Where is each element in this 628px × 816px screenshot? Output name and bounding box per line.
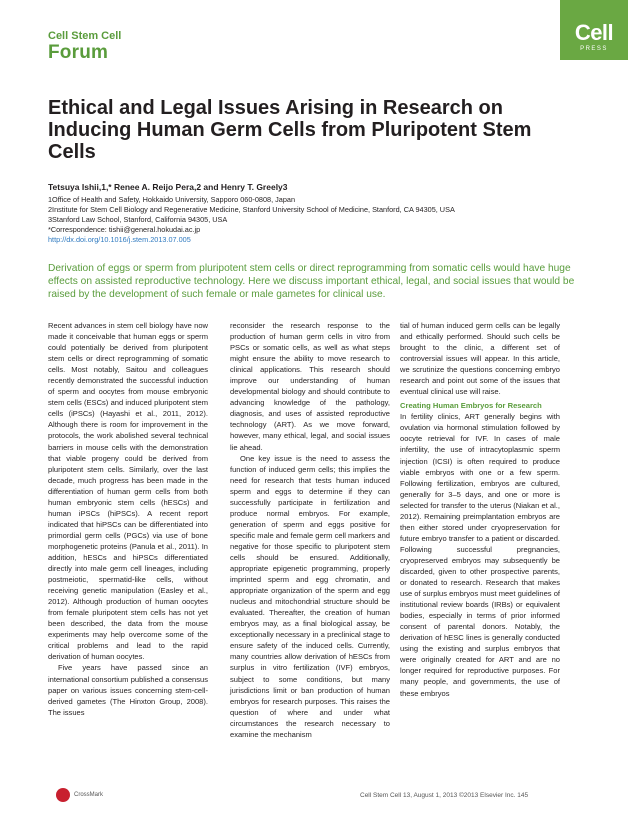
column-3: [400, 320, 560, 699]
logo-main-text: Cell: [574, 20, 614, 45]
correspondence: *Correspondence: tishii@general.hokudai.ac.jp: [48, 225, 201, 234]
abstract: Derivation of eggs or sperm from pluripotent stem cells or direct reprogramming from somatic cells would have huge effects on assisted reproductive technology. Here we discuss important ethical, legal, and social issues that would be raised by the development of such female or male gametes for clinical use.: [48, 263, 575, 301]
col1-paragraph: Five years have passed since an international consortium published a consensus paper on various issues concerning stem-cell-derived gametes (The Hinxton Group, 2008). The issues: [48, 663, 208, 717]
section-label: Forum: [48, 42, 109, 63]
affiliation-3: 3Stanford Law School, Stanford, California 94305, USA: [48, 215, 228, 224]
col3-paragraph: tial of human induced germ cells can be legally and ethically performed. Should such cells be brought to the clinic, a different set of controversial issues will appear. In this article, we scrutinize the questions concerning embryo research and point out some of the issues that eventual clinical use will raise.: [400, 321, 560, 397]
cell-press-logo: [560, 0, 628, 60]
column-1: [48, 320, 208, 718]
article-title: Ethical and Legal Issues Arising in Research on Inducing Human Germ Cells from Pluripotent Stem Cells: [48, 97, 532, 163]
page-footer-citation: Cell Stem Cell 13, August 1, 2013 ©2013 Elsevier Inc. 145: [360, 792, 529, 799]
section-heading: Creating Human Embryos for Research: [400, 401, 542, 411]
col2-paragraph: One key issue is the need to assess the function of induced germ cells; this implies the need for research that tests human induced sperm and eggs to determine if they can successfully participate in fertilization and produce normal embryos. For example, generation of sperm and eggs positive for specific male and female germ cell markers and negative for those specific to pluripotent stem cells should be ensured. Additionally, appropriate epigenetic programming, properly imprinted sperm and egg chromatin, and appropriate organization of the sperm and egg nucleus and mitochondrial structure should be evaluated. Thereafter, the creation of human embryos may, as a final biological assay, be exceptionally necessary in a preclinical stage to ensure safety of the induced cells. Currently, many countries allow derivation of hESCs from surplus in vitro fertilization (IVF) embryos, subject to some conditions, but many jurisdictions limit or ban production of human embryos for research purposes. This raises the question of where and under what circumstances the research necessary to examine the mechanism: [230, 453, 390, 739]
journal-name: Cell Stem Cell: [48, 30, 122, 42]
logo-sub-text: PRESS: [580, 46, 608, 52]
affiliation-2: 2Institute for Stem Cell Biology and Regenerative Medicine, Stanford University School of Medicine, Stanford, CA 94305, USA: [48, 205, 455, 214]
col3-paragraph: In fertility clinics, ART generally begins with ovulation via hormonal stimulation followed by oocyte retrieval for IVF. In cases of male infertility, the use of intracytoplasmic sperm injection (ICSI) is often required to produce viable embryos with one or a few sperm. Following fertilization, embryos are cultured, generally for 3–5 days, and one or more is selected for transfer to the uterus (Niakan et al., 2012). Remaining preimplantation embryos are then either stored under cryopreservation for future embryo transfer to a patient or discarded. Following successful pregnancies, cryopreserved embryos may subsequently be discarded, given to other prospective parents, or donated to research. Research that makes use of surplus embryos must meet guidelines of institutional review boards (IRBs) or equivalent bodies, especially in terms of prior informed consent of parental donors. Notably, the derivation of hESC lines is generally conducted using the existing and surplus embryos that were originally created for ART and are no longer required for reproductive purposes. For many people, and governments, the use of these embryos: [400, 412, 560, 698]
crossmark-icon[interactable]: [56, 788, 70, 802]
affiliation-1: 1Office of Health and Safety, Hokkaido University, Sapporo 060-0808, Japan: [48, 195, 296, 204]
col1-paragraph: Recent advances in stem cell biology have now made it conceivable that human eggs or sperm could potentially be derived from pluripotent stem cells or direct reprogramming of somatic cells. Most notably, Saitou and colleagues recently demonstrated the successful induction of sperm and oocytes from mouse embryonic stem cells (ESCs) and induced pluripotent stem cells (iPSCs) (Hayashi et al., 2011, 2012). Although there is room for improvement in the protocols, the work abolished several technical barriers in mouse cells with the demonstration that viable progeny could be derived from pluripotent stem cells. Similarly, over the last decade, much progress has been made in the differentiation of human germ cells from both human embryonic stem cells (hESCs) and human iPSCs (hiPSCs). A recent report indicated that hiPSCs can be differentiated into primordial germ cells (PGCs) via use of bone morphogenetic proteins (Panula et al., 2011). In addition, hESCs and hiPSCs differentiated directly into male germ cell lineages, including postmeiotic, spermatid-like cells, without receiving genetic manipulation (Easley et al., 2012). Although production of human oocytes from female pluripotent stem cells has not yet been described, the data from the mouse experiments may help overcome some of the critical problems and lead to the rapid derivation of human oocytes.: [48, 321, 208, 662]
author-list: Tetsuya Ishii,1,* Renee A. Reijo Pera,2 and Henry T. Greely3: [48, 182, 288, 192]
col2-paragraph: reconsider the research response to the production of human germ cells in vitro from PSCs or somatic cells, as well as what steps might ensure the ability to move research to clinical applications. This research should improve our understanding of human developmental biology and should contribute to advancing knowledge of the pathology, diagnosis, and uses of assisted reproductive technology (ART). As we move forward, however, many ethical, legal, and social issues lie ahead.: [230, 321, 390, 452]
doi-link[interactable]: http://dx.doi.org/10.1016/j.stem.2013.07.005: [48, 235, 191, 244]
crossmark-label: CrossMark: [74, 792, 104, 798]
column-2: [230, 320, 390, 740]
